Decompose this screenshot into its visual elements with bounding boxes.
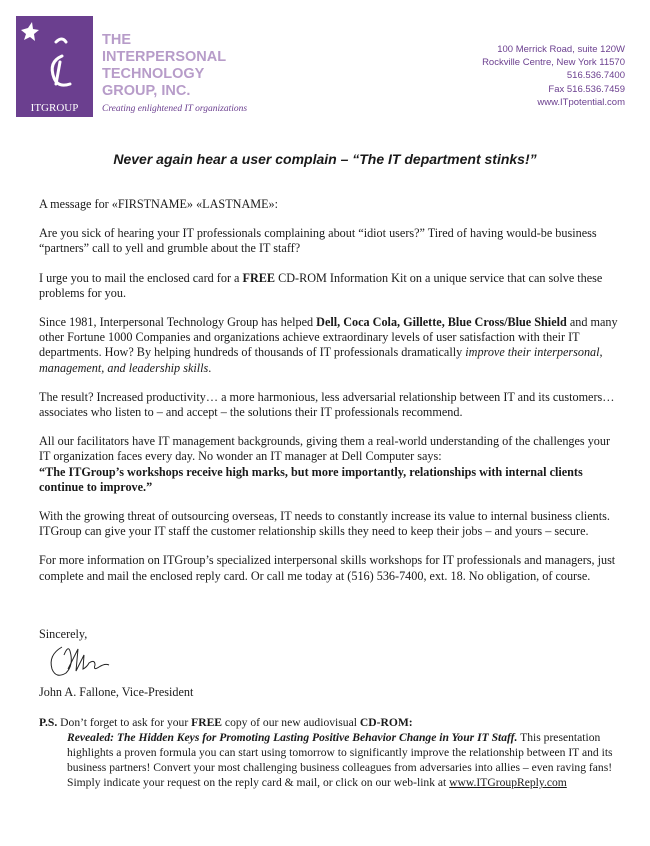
figure-star-logo-icon — [16, 16, 93, 101]
free-emphasis: FREE — [242, 270, 276, 285]
text-run: Don’t forget to ask for your — [57, 716, 192, 729]
website-line: www.ITpotential.com — [537, 96, 625, 108]
cdrom-emphasis: CD-ROM: — [359, 716, 413, 729]
closing: Sincerely, — [39, 627, 88, 641]
ps-first-line — [39, 715, 629, 730]
company-logo — [16, 16, 93, 117]
text-run: and many other Fortune 1000 Companies and organizations achieve extraordinary levels of user satisfaction with their IT departments. How? By helping hundreds of thousands of IT professionals dramatically — [39, 315, 618, 360]
company-name-line: THE — [102, 32, 131, 48]
paragraph-2 — [39, 271, 624, 301]
text-run: I urge you to mail the enclosed card for a — [39, 270, 243, 285]
free-emphasis: FREE — [191, 716, 223, 729]
letter-body — [39, 197, 624, 598]
company-tagline: Creating enlightened IT organizations — [102, 104, 248, 114]
presentation-title: Revealed: The Hidden Keys for Promoting Lasting Positive Behavior Change in Your IT Staff. — [67, 731, 518, 744]
fax-line: Fax 516.536.7459 — [548, 83, 625, 95]
company-address — [482, 43, 625, 109]
company-name-line: INTERPERSONAL — [102, 49, 227, 65]
skills-emphasis: improve their interpersonal, management, and leadership skills — [39, 345, 603, 375]
reply-web-link[interactable]: www.ITGroupReply.com — [449, 776, 567, 789]
logo-text: ITGROUP — [30, 102, 79, 114]
text-run: Since 1981, Interpersonal Technology Group has helped — [39, 315, 317, 330]
text-run: This presentation highlights a proven formula you can start using tomorrow to significantly improve the relationship between IT and its business partners! Convert your most challenging business colleagues from adversaries into allies – even raving fans! Simply indicate your request on the reply card & mail, or click on our web-link at — [67, 731, 613, 789]
salutation: A message for «FIRSTNAME» «LASTNAME»: — [39, 197, 279, 211]
handwritten-signature — [44, 641, 134, 681]
paragraph-6: With the growing threat of outsourcing overseas, IT needs to constantly increase its value to internal business clients. ITGroup can give your IT staff the customer relationship skills they need to keep their jobs – and yours – secure. — [39, 509, 610, 539]
paragraph-3 — [39, 315, 624, 376]
company-name-line: TECHNOLOGY — [102, 66, 205, 82]
company-name — [102, 32, 226, 100]
ps-label: P.S. — [39, 716, 58, 729]
letter-headline: Never again hear a user complain – “The IT department stinks!” — [113, 151, 537, 167]
text-run: copy of our new audiovisual — [222, 716, 360, 729]
address-line: 100 Merrick Road, suite 120W — [497, 44, 625, 55]
address-line: Rockville Centre, New York 11570 — [482, 57, 625, 69]
paragraph-7: For more information on ITGroup’s specialized interpersonal skills workshops for IT professionals and managers, just complete and mail the enclosed reply card. Or call me today at (516) 536-7400, ext. 18. No obligation, of course. — [39, 553, 616, 583]
paragraph-4: The result? Increased productivity… a more harmonious, less adversarial relationship between IT and its customers… associates who listen to – and accept – the solutions their IT professionals recommend. — [39, 389, 615, 420]
paragraph-1: Are you sick of hearing your IT professionals complaining about “idiot users?” Tired of having would-be business “partners” call to yell and grumble about the IT staff? — [39, 226, 597, 256]
postscript — [39, 715, 629, 790]
signer-name: John A. Fallone, Vice-President — [39, 685, 194, 699]
text-run: All our facilitators have IT management backgrounds, giving them a real-world understanding of the challenges your IT organization faces every day. No wonder an IT manager at Dell Computer says: — [39, 434, 611, 464]
company-name-line: GROUP, INC. — [102, 83, 191, 99]
testimonial-quote: “The ITGroup’s workshops receive high marks, but more importantly, relationships with internal clients continue to improve.” — [39, 464, 583, 494]
paragraph-5 — [39, 434, 624, 495]
phone-line: 516.536.7400 — [566, 70, 625, 82]
text-run: . — [208, 360, 212, 375]
text-run: CD-ROM Information Kit on a unique service that can solve these problems for you. — [39, 270, 603, 300]
ps-body — [39, 730, 629, 790]
client-list: Dell, Coca Cola, Gillette, Blue Cross/Blue Shield — [316, 315, 567, 330]
